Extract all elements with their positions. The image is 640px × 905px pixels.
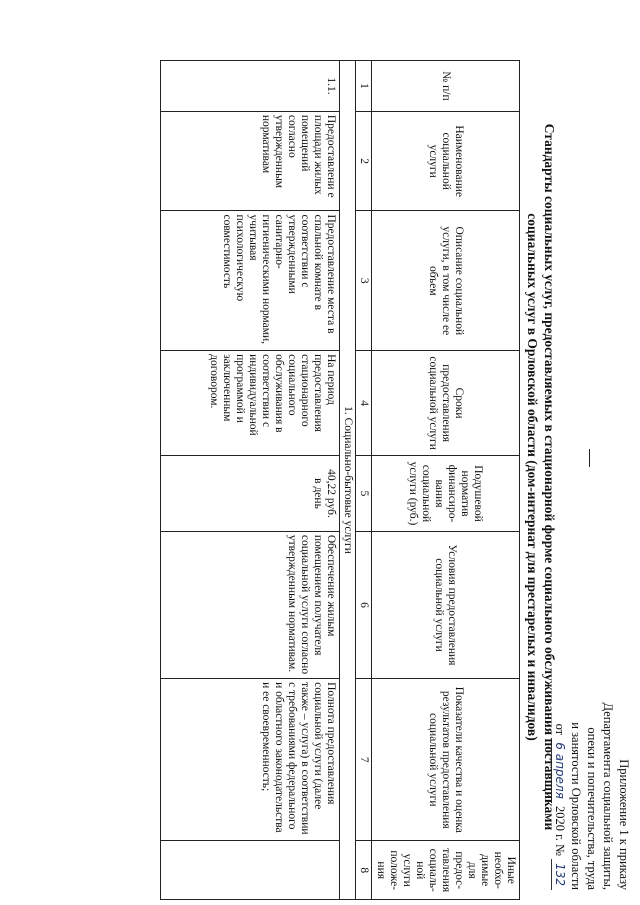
row-service-name: Предоставлени е площади жилых помещений согласно утвержденным нормативам — [161, 111, 340, 211]
row-quality: Полнота предоставления социальной услуги (далее также – услуга) в соответствии с требованиями федерального и областного законодательства и ее своевременность; — [161, 679, 340, 841]
section-title: 1. Социально-бытовые услуги — [340, 61, 356, 900]
handwritten-number: 132 — [551, 859, 568, 890]
col-header-terms: Сроки предоставления социальной услуги — [372, 351, 520, 456]
header-line-2: Департамента социальной защиты, — [601, 702, 615, 890]
col-header-other: Иные необхо-димые для предос-тавления социаль-ной услуги положе-ния — [372, 841, 520, 900]
section-row — [340, 61, 356, 900]
row-conditions: Обеспечение жилым помещением получателя социальной услуги согласно утвержденным нормативам. — [161, 531, 340, 678]
table-header-row — [372, 61, 520, 900]
column-number-row — [356, 61, 372, 900]
title-line-1: Стандарты социальных услуг, предоставляемых в стационарной форме социального обслуживания поставщиками — [542, 123, 557, 831]
column-number: 1 — [356, 61, 372, 112]
col-header-service-name: Наименование социальной услуги — [372, 111, 520, 211]
table-row — [161, 61, 340, 900]
header-line-3: опеки и попечительства, труда — [585, 727, 599, 890]
column-number: 2 — [356, 111, 372, 211]
handwritten-date: 6 апреля — [551, 738, 568, 803]
row-terms: На период предоставления стационарного социального обслуживания в соответствии с индивидуальной программой и заключенным договором. — [161, 351, 340, 456]
col-header-number: № п/п — [372, 61, 520, 112]
header-from-label: от — [553, 723, 567, 736]
column-number: 7 — [356, 679, 372, 841]
row-number: 1.1. — [161, 61, 340, 112]
row-description: Предоставление места в спальной комнате в соответствии с утвержденными санитарно-гигиеническими нормами, учитывая психологическую совместимость — [161, 211, 340, 351]
row-cost: 40,22 руб. — [325, 469, 337, 518]
column-number: 8 — [356, 841, 372, 900]
row-other — [161, 841, 340, 900]
order-header — [551, 590, 632, 890]
column-number: 6 — [356, 531, 372, 678]
header-year-text: 2020 г. № — [553, 805, 567, 856]
standards-table — [160, 60, 520, 900]
col-header-cost: Подушевой норматив финансиро-вания социальной услуги (руб.) — [372, 456, 520, 532]
header-line-4: и занятости Орловской области — [569, 722, 583, 890]
column-number: 5 — [356, 456, 372, 532]
col-header-conditions: Условия предоставления социальной услуги — [372, 531, 520, 678]
title-line-2: социальных услуг в Орловской области (дом-интернат для престарелых и инвалидов) — [525, 213, 540, 741]
header-line-1: Приложение 1 к приказу — [617, 759, 631, 890]
row-cost-unit: в день — [312, 478, 324, 509]
col-header-description: Описание социальной услуги, в том числе ее объем — [372, 211, 520, 351]
row-cost-cell — [161, 456, 340, 532]
column-number: 4 — [356, 351, 372, 456]
col-header-quality: Показатели качества и оценка результатов предоставления социальной услуги — [372, 679, 520, 841]
document-title — [524, 62, 558, 892]
column-number: 3 — [356, 211, 372, 351]
